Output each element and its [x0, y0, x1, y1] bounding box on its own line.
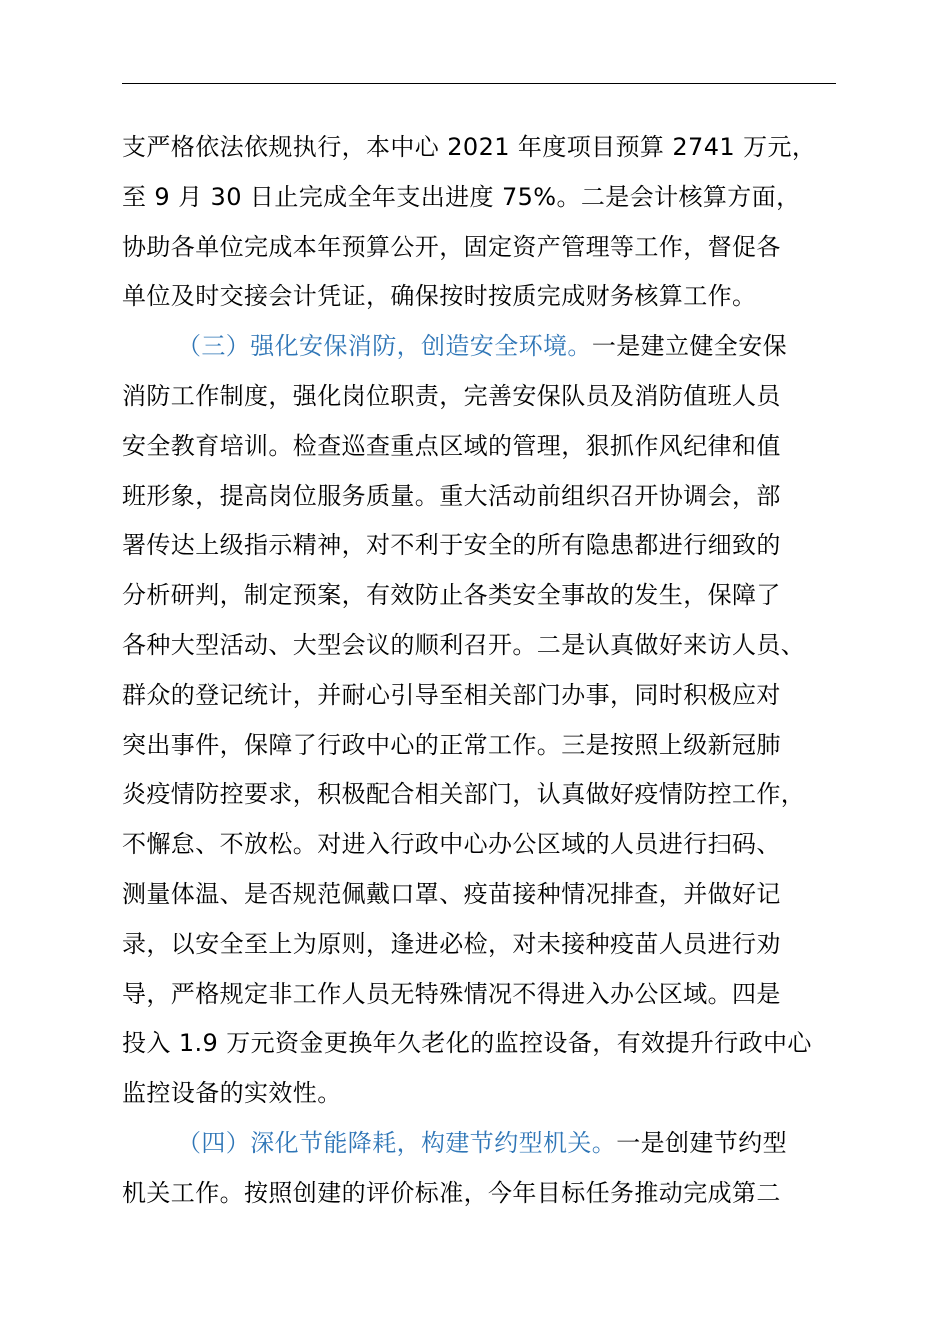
text-line: 机关工作。按照创建的评价标准，今年目标任务推动完成第二: [122, 1178, 781, 1207]
text-line: 协助各单位完成本年预算公开，固定资产管理等工作，督促各: [122, 232, 781, 261]
text-line: 突出事件，保障了行政中心的正常工作。三是按照上级新冠肺: [122, 730, 781, 759]
section-3-lead-text: 一是建立健全安保: [591, 332, 788, 361]
text-line: 监控设备的实效性。: [122, 1079, 342, 1108]
text-line: 安全教育培训。检查巡查重点区域的管理，狠抓作风纪律和值: [122, 431, 781, 460]
text-line: 单位及时交接会计凭证，确保按时按质完成财务核算工作。: [122, 282, 757, 311]
document-body: [122, 123, 882, 1219]
text-line: 录，以安全至上为原则，逢进必检，对未接种疫苗人员进行劝: [122, 929, 781, 958]
header-rule: [122, 83, 836, 84]
section-3-heading: （三）强化安保消防，创造安全环境。: [177, 332, 592, 361]
text-line: 分析研判，制定预案，有效防止各类安全事故的发生，保障了: [122, 581, 781, 610]
section-3-first-line: [122, 322, 882, 372]
text-line: 消防工作制度，强化岗位职责，完善安保队员及消防值班人员: [122, 381, 781, 410]
text-line: 至 9 月 30 日止完成全年支出进度 75%。二是会计核算方面，: [122, 182, 801, 211]
section-4-heading: （四）深化节能降耗，构建节约型机关。: [177, 1128, 617, 1157]
text-line: 导，严格规定非工作人员无特殊情况不得进入办公区域。四是: [122, 979, 781, 1008]
text-line: 测量体温、是否规范佩戴口罩、疫苗接种情况排查，并做好记: [122, 879, 781, 908]
text-line: 班形象，提高岗位服务质量。重大活动前组织召开协调会，部: [122, 481, 781, 510]
section-4-lead-text: 一是创建节约型: [616, 1128, 788, 1157]
text-line: 支严格依法依规执行，本中心 2021 年度项目预算 2741 万元，: [122, 133, 817, 161]
section-4-first-line: [122, 1119, 882, 1169]
text-line: 署传达上级指示精神，对不利于安全的所有隐患都进行细致的: [122, 531, 781, 560]
text-line: 投入 1.9 万元资金更换年久老化的监控设备，有效提升行政中心: [122, 1029, 812, 1058]
text-line: 炎疫情防控要求，积极配合相关部门，认真做好疫情防控工作，: [122, 780, 806, 809]
text-line: 群众的登记统计，并耐心引导至相关部门办事，同时积极应对: [122, 680, 781, 709]
text-line: 各种大型活动、大型会议的顺利召开。二是认真做好来访人员、: [122, 630, 806, 659]
text-line: 不懈怠、不放松。对进入行政中心办公区域的人员进行扫码、: [122, 830, 781, 859]
